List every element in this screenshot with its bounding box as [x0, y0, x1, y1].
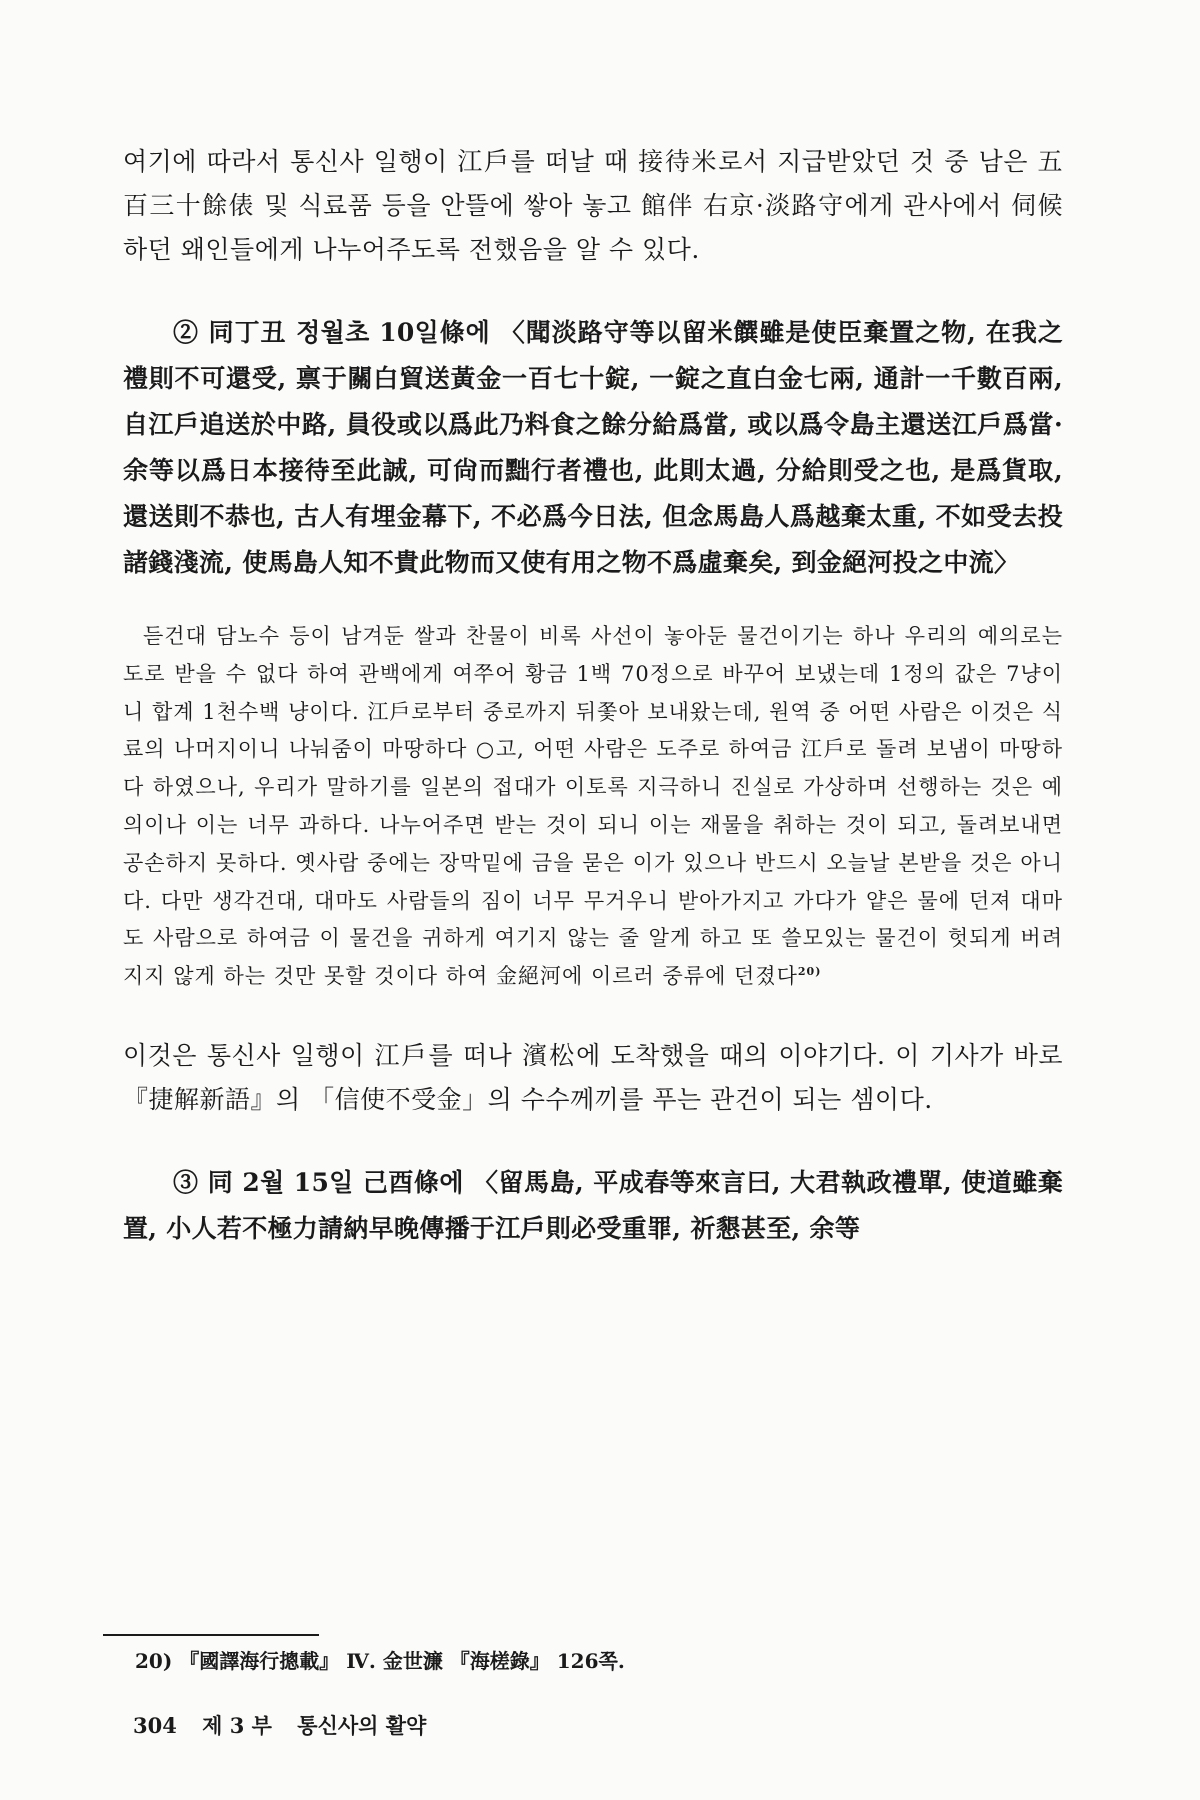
body-paragraph-1: 여기에 따라서 통신사 일행이 江戶를 떠날 때 接待米로서 지급받았던 것 중 남은 五百三十餘俵 및 식료품 등을 안뜰에 쌓아 놓고 館伴 右京·淡路守에게 관사에서 伺候하던 왜인들에게 나누어주도록 전했음을 알 수 있다.: [123, 147, 1063, 264]
footnote-ref: 20): [797, 965, 822, 979]
page-footer: [133, 1712, 444, 1740]
body-paragraph-3: 이것은 통신사 일행이 江戶를 떠나 濱松에 도착했을 때의 이야기다. 이 기사가 바로 『捷解新語』의 「信使不受金」의 수수께끼를 푸는 관건이 되는 셈이다.: [123, 1040, 1063, 1114]
page-number: 304: [133, 1713, 177, 1738]
part-label: 제 3 부: [202, 1713, 272, 1738]
numbered-item-2: ② 同丁丑 정월초 10일條에 〈聞淡路守等以留米饌雖是使臣棄置之物, 在我之禮則不可還受, 禀于關白貿送黃金一百七十錠, 一錠之直白金七兩, 通計一千數百兩, 自江戶追送於中路, 員役或以爲此乃料食之餘分給爲當, 或以爲令島主還送江戶爲當·余等以爲日本接待至此誠, 可尙而黜行者禮也, 此則太過, 分給則受之也, 是爲貨取, 還送則不恭也, 古人有埋金幕下, 不必爲今日法, 但念馬島人爲越棄太重, 不如受去投諸錢淺流, 使馬島人知不貴此物而又使有用之物不爲虛棄矣, 到金絕河投之中流〉: [123, 318, 1063, 577]
numbered-item-3: ③ 同 2월 15일 己酉條에 〈留馬島, 平成春等來言曰, 大君執政禮單, 使道雖棄置, 小人若不極力請納早晚傳播于江戶則必受重罪, 祈懇甚至, 余等: [123, 1167, 1063, 1243]
footnote: 20) 『國譯海行摠載』 Ⅳ. 金世濂 『海槎錄』 126쪽.: [135, 1649, 625, 1673]
footnote-divider: [103, 1634, 319, 1636]
translation-text: 듣건대 담노수 등이 남겨둔 쌀과 찬물이 비록 사선이 놓아둔 물건이기는 하나 우리의 예의로는 도로 받을 수 없다 하여 관백에게 여쭈어 황금 1백 70정으로 바꾸어 보냈는데 1정의 값은 7냥이니 합계 1천수백 냥이다. 江戶로부터 중로까지 뒤쫓아 보내왔는데, 원역 중 어떤 사람은 이것은 식료의 나머지이니 나눠줌이 마땅하다 ○고, 어떤 사람은 도주로 하여금 江戶로 돌려 보냄이 마땅하다 하였으나, 우리가 말하기를 일본의 접대가 이토록 지극하니 진실로 가상하며 선행하는 것은 예의이나 이는 너무 과하다. 나누어주면 받는 것이 되니 이는 재물을 취하는 것이 되고, 돌려보내면 공손하지 못하다. 옛사람 중에는 장막밑에 금을 묻은 이가 있으나 반드시 오늘날 본받을 것은 아니다. 다만 생각건대, 대마도 사람들의 짐이 너무 무거우니 받아가지고 가다가 얕은 물에 던져 대마도 사람으로 하여금 이 물건을 귀하게 여기지 않는 줄 알게 하고 또 쓸모있는 물건이 헛되게 버려지지 않게 하는 것만 못할 것이다 하여 金絕河에 이르러 중류에 던졌다: [123, 624, 1063, 989]
translation-paragraph: [123, 618, 1063, 996]
part-title: 통신사의 활약: [297, 1713, 427, 1738]
page-body: [123, 140, 1063, 1252]
